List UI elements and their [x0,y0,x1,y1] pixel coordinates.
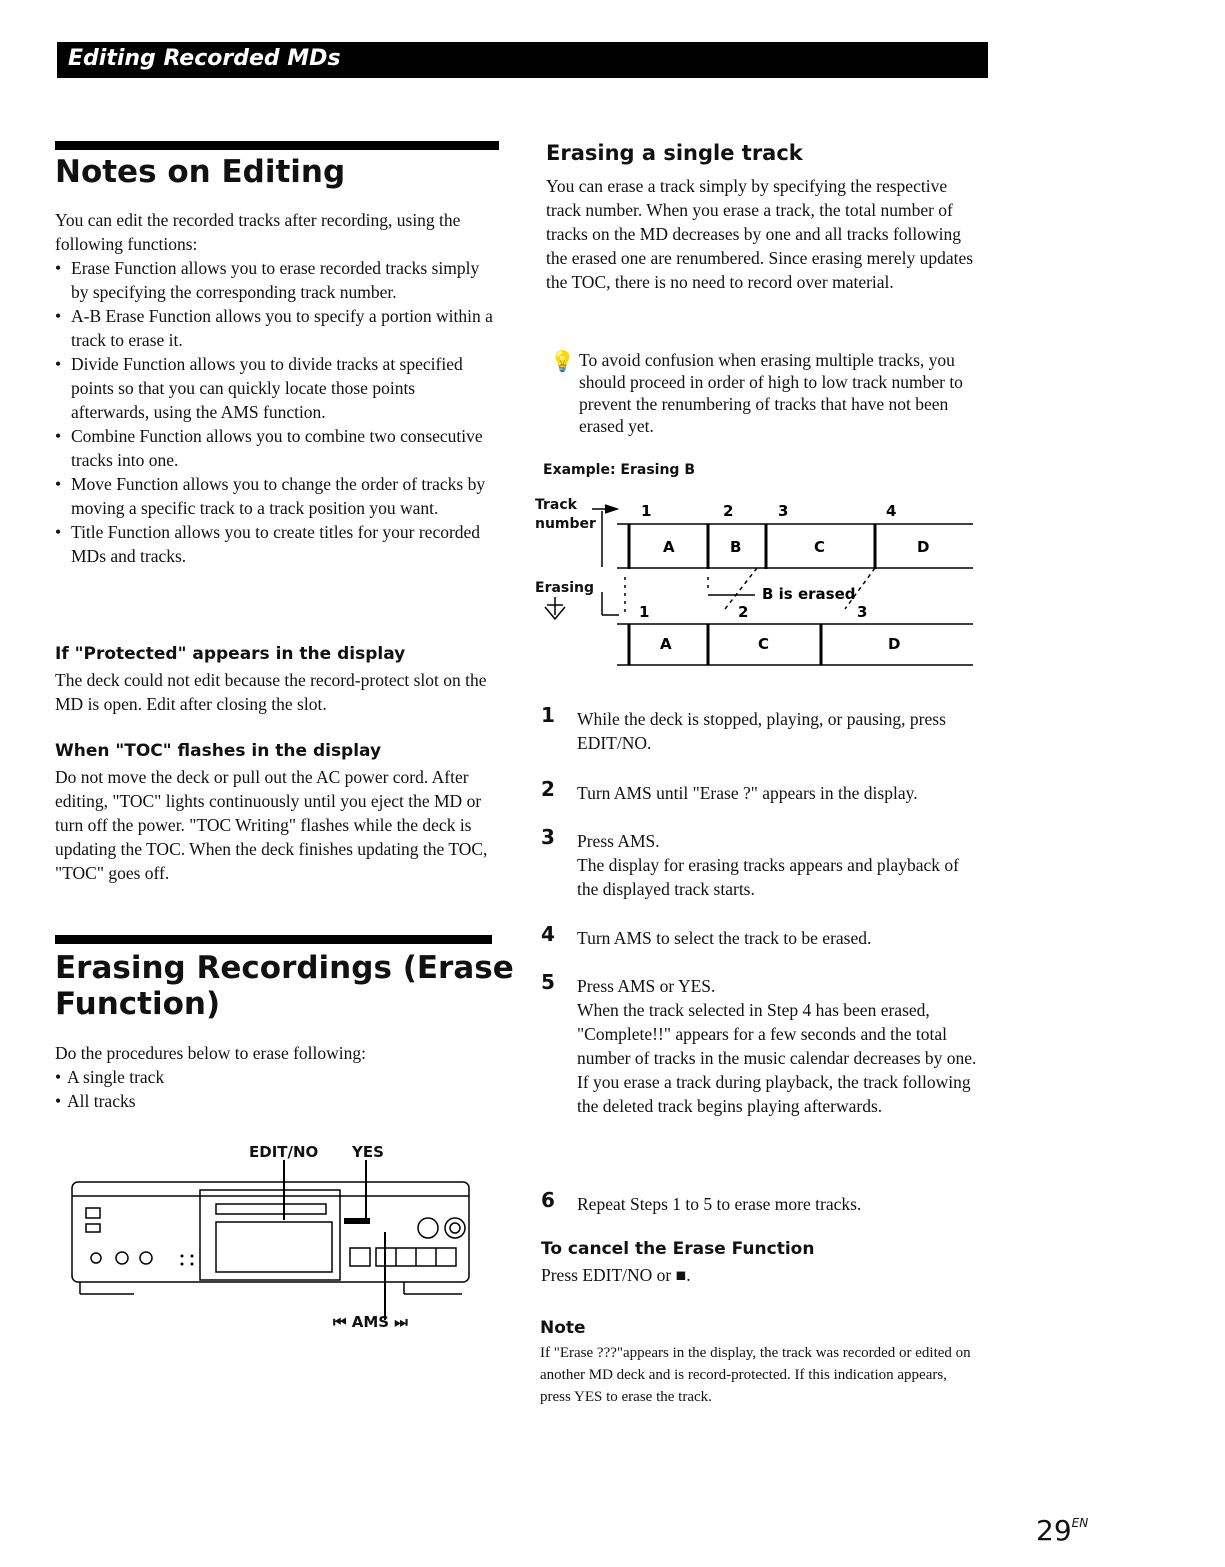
step-number: 4 [541,922,555,946]
step-text: Press AMS or YES. [577,976,716,996]
step-text: Press AMS. [577,831,660,851]
list-item: • Erase Function allows you to erase recorded tracks simply by specifying the corresponding track number. [55,256,495,304]
track-number: 2 [738,603,749,621]
notes-body [55,208,495,568]
single-title: Erasing a single track [546,141,803,165]
list-item: • Title Function allows you to create titles for your recorded MDs and tracks. [55,520,495,568]
step-subtext: When the track selected in Step 4 has been erased, "Complete!!" appears for a few seconds and the total number of tracks in the music calendar decreases by one. [577,1000,977,1068]
track-cell: B [730,538,742,556]
step-2 [541,777,981,805]
cancel-text: Press EDIT/NO or ■. [541,1265,691,1285]
note-text: If "Erase ???"appears in the display, the track was recorded or edited on another MD deck and is record-protected. If this indication appears, press YES to erase the track. [540,1345,971,1405]
section-title: Editing Recorded MDs [68,46,341,71]
list-item: • All tracks [55,1089,495,1113]
erasing-title-line1: Erasing Recordings (Erase [55,950,514,986]
erasing-label: Erasing [535,580,595,596]
erasing-title-line2: Function) [55,986,221,1022]
tip-icon: 💡 [550,351,575,373]
md-deck-illustration [70,1160,480,1340]
step-number: 6 [541,1188,555,1212]
track-cell: A [660,635,672,653]
track-number: 3 [778,502,789,520]
track-label: Track [535,497,577,513]
track-number: 1 [641,502,652,520]
erasing-body [55,1041,495,1113]
step-number: 2 [541,777,555,801]
list-item: • Move Function allows you to change the order of tracks by moving a specific track to a track position you want. [55,472,495,520]
note-heading: Note [540,1318,586,1338]
track-cell: D [917,538,930,556]
step-number: 5 [541,970,555,994]
ams-label: ⏮ AMS ⏭ [333,1313,408,1331]
page-number-suffix: EN [1071,1516,1089,1530]
step-subtext: The display for erasing tracks appears and playback of the displayed track starts. [577,855,959,899]
track-number: 1 [639,603,650,621]
step-6 [541,1188,981,1216]
title-rule [55,141,499,150]
track-cell: A [663,538,675,556]
step-text: While the deck is stopped, playing, or pausing, press EDIT/NO. [577,709,946,753]
example-label: Example: Erasing B [543,462,695,478]
notes-title: Notes on Editing [55,154,346,190]
page-number-value: 29 [1036,1514,1072,1547]
erased-note: B is erased [762,585,856,603]
step-text: Repeat Steps 1 to 5 to erase more tracks. [577,1194,862,1214]
tip-text: To avoid confusion when erasing multiple tracks, you should proceed in order of high to low track number to prevent the renumbering of tracks that have not been erased yet. [579,350,963,436]
step-text: Turn AMS until "Erase ?" appears in the display. [577,783,918,803]
step-4 [541,922,981,950]
protected-text: The deck could not edit because the record-protect slot on the MD is open. Edit after closing the slot. [55,670,487,714]
track-number: 3 [857,603,868,621]
yes-label: YES [352,1143,384,1161]
step-3 [541,825,981,901]
list-item: • Combine Function allows you to combine two consecutive tracks into one. [55,424,495,472]
track-number: 2 [723,502,734,520]
step-subtext: If you erase a track during playback, the track following the deleted track begins playing afterwards. [577,1072,971,1116]
list-item: • A single track [55,1065,495,1089]
cancel-heading: To cancel the Erase Function [541,1239,815,1259]
track-cell: C [758,635,770,653]
list-item: • Divide Function allows you to divide tracks at specified points so that you can quickly locate those points afterwards, using the AMS function. [55,352,495,424]
track-cell: C [814,538,826,556]
toc-text: Do not move the deck or pull out the AC power cord. After editing, "TOC" lights continuously until you eject the MD or turn off the power. "TOC Writing" flashes while the deck is updating the TOC. When the deck finishes updating the TOC, "TOC" goes off. [55,767,488,883]
title-rule [55,935,492,944]
track-number: 4 [886,502,897,520]
step-number: 1 [541,703,555,727]
track-number-label: number [535,516,596,532]
single-text: You can erase a track simply by specifying the respective track number. When you erase a track, the total number of tracks on the MD decreases by one and all tracks following the erased one are renumbered. Since erasing merely updates the TOC, there is no need to record over material. [546,176,974,292]
step-text: Turn AMS to select the track to be erased. [577,928,872,948]
track-cell: D [888,635,901,653]
step-1 [541,703,981,755]
list-item: • A-B Erase Function allows you to specify a portion within a track to erase it. [55,304,495,352]
notes-intro: You can edit the recorded tracks after recording, using the following functions: [55,210,461,254]
track-diagram [535,497,975,672]
toc-heading: When "TOC" flashes in the display [55,741,382,761]
erasing-intro: Do the procedures below to erase following: [55,1043,367,1063]
page-number [1036,1514,1088,1547]
protected-heading: If "Protected" appears in the display [55,644,406,664]
step-5 [541,970,981,1118]
step-number: 3 [541,825,555,849]
edit-no-label: EDIT/NO [249,1143,319,1161]
ams-text: AMS [351,1313,390,1331]
